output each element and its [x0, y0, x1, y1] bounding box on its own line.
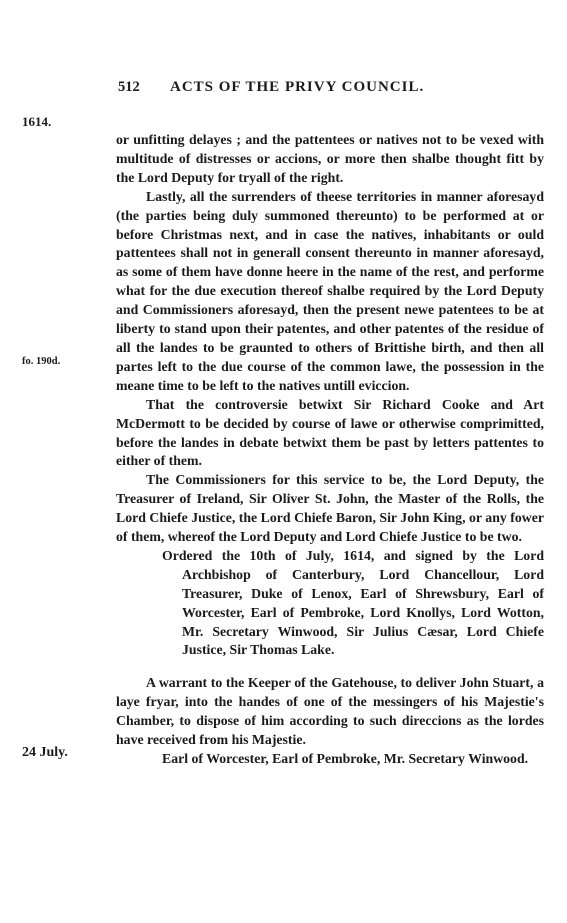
running-title: ACTS OF THE PRIVY COUNCIL.: [170, 79, 425, 95]
signatories: Earl of Worcester, Earl of Pembroke, Mr. Secretary Winwood.: [162, 751, 529, 766]
signatories: Ordered the 10th of July, 1614, and signed by the Lord Archbishop of Canterbury, Lord Chancellour, Lord Treasurer, Duke of Lenox, Earl of Shrewsbury, Earl of Worcester, Earl of Pembroke, Lord Knollys, Lord Wotton, Mr. Secretary Winwood, Sir Julius Cæsar, Lord Chiefe Justice, Sir Thomas Lake.: [162, 547, 544, 658]
document-body: [116, 131, 544, 769]
margin-year: 1614.: [22, 114, 52, 129]
page-header: [118, 79, 538, 99]
paragraph: or unfitting delayes ; and the pattentees or natives not to be vexed with multitude of distresses or accions, or more then shalbe thought fitt by the Lord Deputy for tryall of the right.: [116, 132, 544, 185]
warrant-entry: A warrant to the Keeper of the Gatehouse, to deliver John Stuart, a laye fryar, into the handes of one of the messingers of his Majestie's Chamber, to dispose of him according to such direccions as the lordes have received from his Majestie.: [116, 675, 544, 748]
paragraph: That the controversie betwixt Sir Richard Cooke and Art McDermott to be decided by course of lawe or otherwise comprimitted, before the landes in debate betwixt them be past by letters pattentes to either of them.: [116, 396, 544, 469]
margin-date: 24 July.: [22, 745, 68, 760]
page-number: 512: [118, 79, 140, 95]
paragraph: The Commissioners for this service to be, the Lord Deputy, the Treasurer of Ireland, Sir Oliver St. John, the Master of the Rolls, the Lord Chiefe Justice, the Lord Chiefe Baron, Sir John King, or any fower of them, whereof the Lord Deputy and Lord Chiefe Justice to be two.: [116, 472, 544, 545]
margin-folio: fo. 190d.: [22, 356, 61, 367]
paragraph: Lastly, all the surrenders of theese territories in manner aforesayd (the parties being duly summoned thereunto) to be performed at or before Christmas next, and in case the natives, inhabitants or ould pattentees shall not in generall consent thereunto in manner aforesayd, as some of them have donne heere in the name of the rest, and performe what for the due execution thereof shalbe required by the Lord Deputy and Commissioners aforesayd, then the present newe patentees to be at liberty to stand upon their patentes, and other patentes of the residue of all the landes to be graunted to others of Brittishe birth, and then all partes left to the due course of the common lawe, the possession in the meane time to be left to the natives untill eviccion.: [116, 188, 544, 393]
